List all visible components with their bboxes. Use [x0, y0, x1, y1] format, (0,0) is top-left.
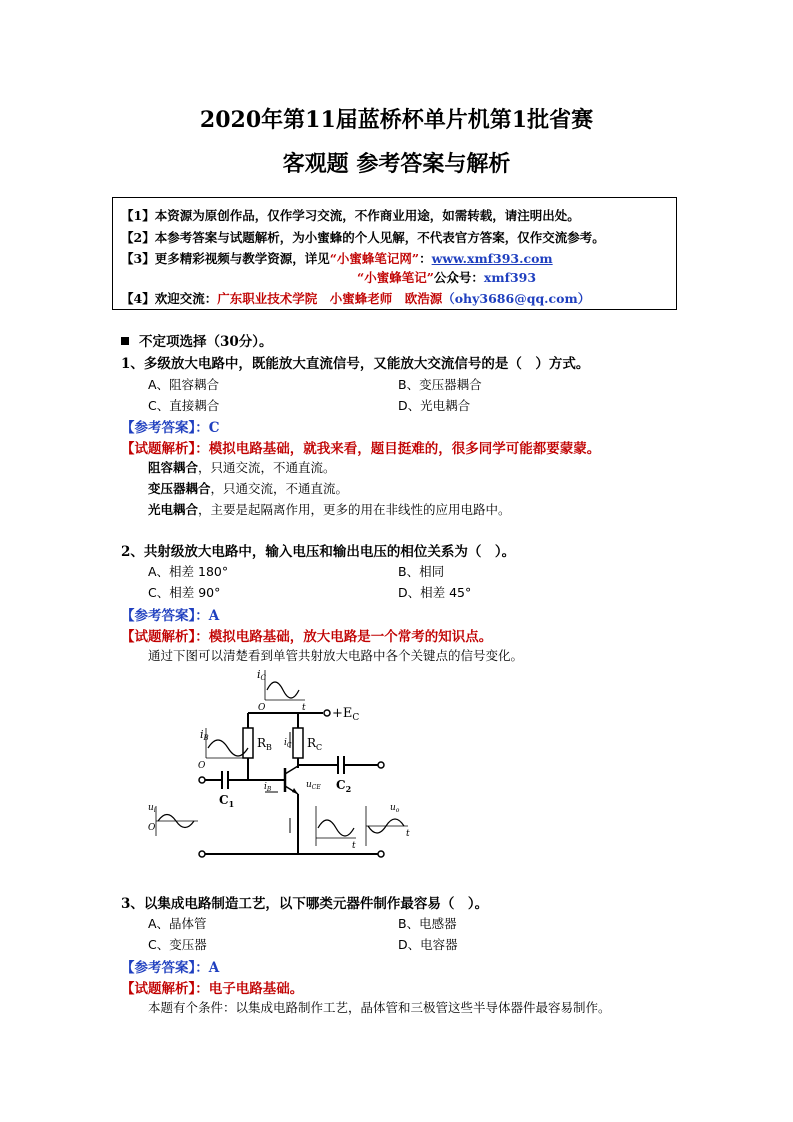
- q1-option-b: B、变压器耦合: [398, 377, 482, 392]
- origin-label-ui: O: [148, 823, 156, 833]
- ib-arrow-label: $i_B$: [264, 782, 272, 793]
- rc-resistor: [293, 728, 303, 758]
- notice-resources-label: 【3】更多精彩视频与教学资源，详见: [121, 251, 330, 266]
- ec-terminal: [324, 710, 330, 716]
- q2-option-d: D、相差 45°: [398, 585, 472, 600]
- q1-option-d: D、光电耦合: [398, 398, 471, 413]
- q3-option-a: A、晶体管: [148, 916, 207, 931]
- uce-label: $u_{CE}$: [306, 780, 321, 791]
- section-heading: 不定项选择（30分）。: [121, 330, 273, 350]
- q2-option-a: A、相差 180°: [148, 564, 229, 579]
- notice-box: [112, 197, 677, 310]
- notice-wechat-label: 公众号：: [433, 270, 484, 285]
- q1-analysis: 【试题解析】：模拟电路基础，就我来看，题目挺难的，很多同学可能都要蒙蒙。: [121, 441, 601, 457]
- notice-contact-label: 【4】欢迎交流：: [121, 291, 218, 306]
- q1-explain-2: 变压器耦合，只通交流，不通直流。: [148, 481, 349, 496]
- ground-terminal-left: [199, 851, 205, 857]
- q2-analysis: 【试题解析】：模拟电路基础，放大电路是一个常考的知识点。: [121, 629, 493, 645]
- uo-label: $u_o$: [390, 803, 400, 814]
- q3-option-b: B、电感器: [398, 916, 457, 931]
- rb-label: $R_B$: [257, 736, 272, 752]
- q3-analysis: 【试题解析】：电子电路基础。: [121, 981, 304, 997]
- notice-line-4: [357, 268, 536, 286]
- q3-option-d: D、电容器: [398, 937, 458, 952]
- q1-option-a: A、阻容耦合: [148, 377, 220, 392]
- rb-resistor: [243, 728, 253, 758]
- output-terminal: [378, 762, 384, 768]
- emitter-arrow-icon: [292, 788, 298, 794]
- notice-line-5: [121, 289, 590, 307]
- notice-line-3: [121, 249, 553, 267]
- notice-contact-email[interactable]: （ohy3686@qq.com）: [442, 291, 591, 306]
- common-emitter-circuit-diagram: [140, 668, 420, 868]
- t-label-uce: t: [352, 841, 356, 851]
- q1-explain-3: 光电耦合，主要是起隔离作用，更多的用在非线性的应用电路中。: [148, 502, 511, 517]
- input-terminal: [199, 777, 205, 783]
- notice-colon: ：: [419, 251, 432, 266]
- ic-arrow-label: $i_C$: [284, 738, 292, 749]
- c1-label: $C_1$: [219, 793, 235, 809]
- notice-site-name: “小蜜蜂笔记网”: [329, 251, 420, 266]
- q2-option-c: C、相差 90°: [148, 585, 221, 600]
- rc-label: $R_C$: [307, 736, 323, 752]
- q1-stem: 1、多级放大电路中，既能放大直流信号，又能放大交流信号的是（ ）方式。: [121, 356, 590, 372]
- waveform-uo-graph: [366, 806, 408, 846]
- document-title: 2020年第11届蓝桥杯单片机第1批省赛: [199, 107, 594, 133]
- origin-label-ib: O: [198, 761, 206, 771]
- q3-text: 本题有个条件：以集成电路制作工艺，晶体管和三极管这些半导体器件最容易制作。: [148, 1000, 611, 1015]
- notice-wechat-name: “小蜜蜂笔记”: [357, 270, 434, 285]
- t-label-ic: t: [302, 703, 306, 713]
- q3-stem: 3、以集成电路制造工艺，以下哪类元器件制作最容易（ ）。: [121, 896, 489, 912]
- ec-label: $+E_C$: [332, 706, 360, 723]
- waveform-ui-graph: [156, 806, 198, 836]
- t-label-uo: t: [406, 829, 410, 839]
- q2-option-b: B、相同: [398, 564, 445, 579]
- waveform-ic-graph: [265, 670, 305, 700]
- square-bullet-icon: [121, 337, 129, 345]
- q1-option-c: C、直接耦合: [148, 398, 220, 413]
- document-subtitle: 客观题 参考答案与解析: [282, 151, 511, 177]
- q2-answer: 【参考答案】：A: [121, 608, 220, 624]
- notice-wechat-account: xmf393: [483, 270, 537, 285]
- notice-contact-org: 广东职业技术学院 小蜜蜂老师 欧浩源: [217, 291, 443, 306]
- ic-top-label: iC: [257, 668, 266, 682]
- ib-graph-label: iB: [200, 728, 209, 742]
- q2-text: 通过下图可以清楚看到单管共射放大电路中各个关键点的信号变化。: [148, 648, 524, 663]
- q1-answer: 【参考答案】：C: [121, 420, 220, 436]
- notice-line-2: 【2】本参考答案与试题解析，为小蜜蜂的个人见解，不代表官方答案，仅作交流参考。: [121, 230, 605, 245]
- origin-label-ic: O: [258, 703, 266, 713]
- waveform-uce-graph: [316, 806, 356, 846]
- q1-explain-1: 阻容耦合，只通交流，不通直流。: [148, 460, 336, 475]
- ui-label: $u_i$: [148, 803, 156, 814]
- q3-answer: 【参考答案】：A: [121, 960, 220, 976]
- notice-site-link[interactable]: www.xmf393.com: [431, 251, 553, 266]
- ground-terminal-right: [378, 851, 384, 857]
- q2-stem: 2、共射级放大电路中，输入电压和输出电压的相位关系为（ ）。: [121, 544, 516, 560]
- q3-option-c: C、变压器: [148, 937, 207, 952]
- notice-line-1: 【1】本资源为原创作品，仅作学习交流，不作商业用途，如需转载，请注明出处。: [121, 208, 580, 223]
- c2-label: $C_2$: [336, 778, 352, 794]
